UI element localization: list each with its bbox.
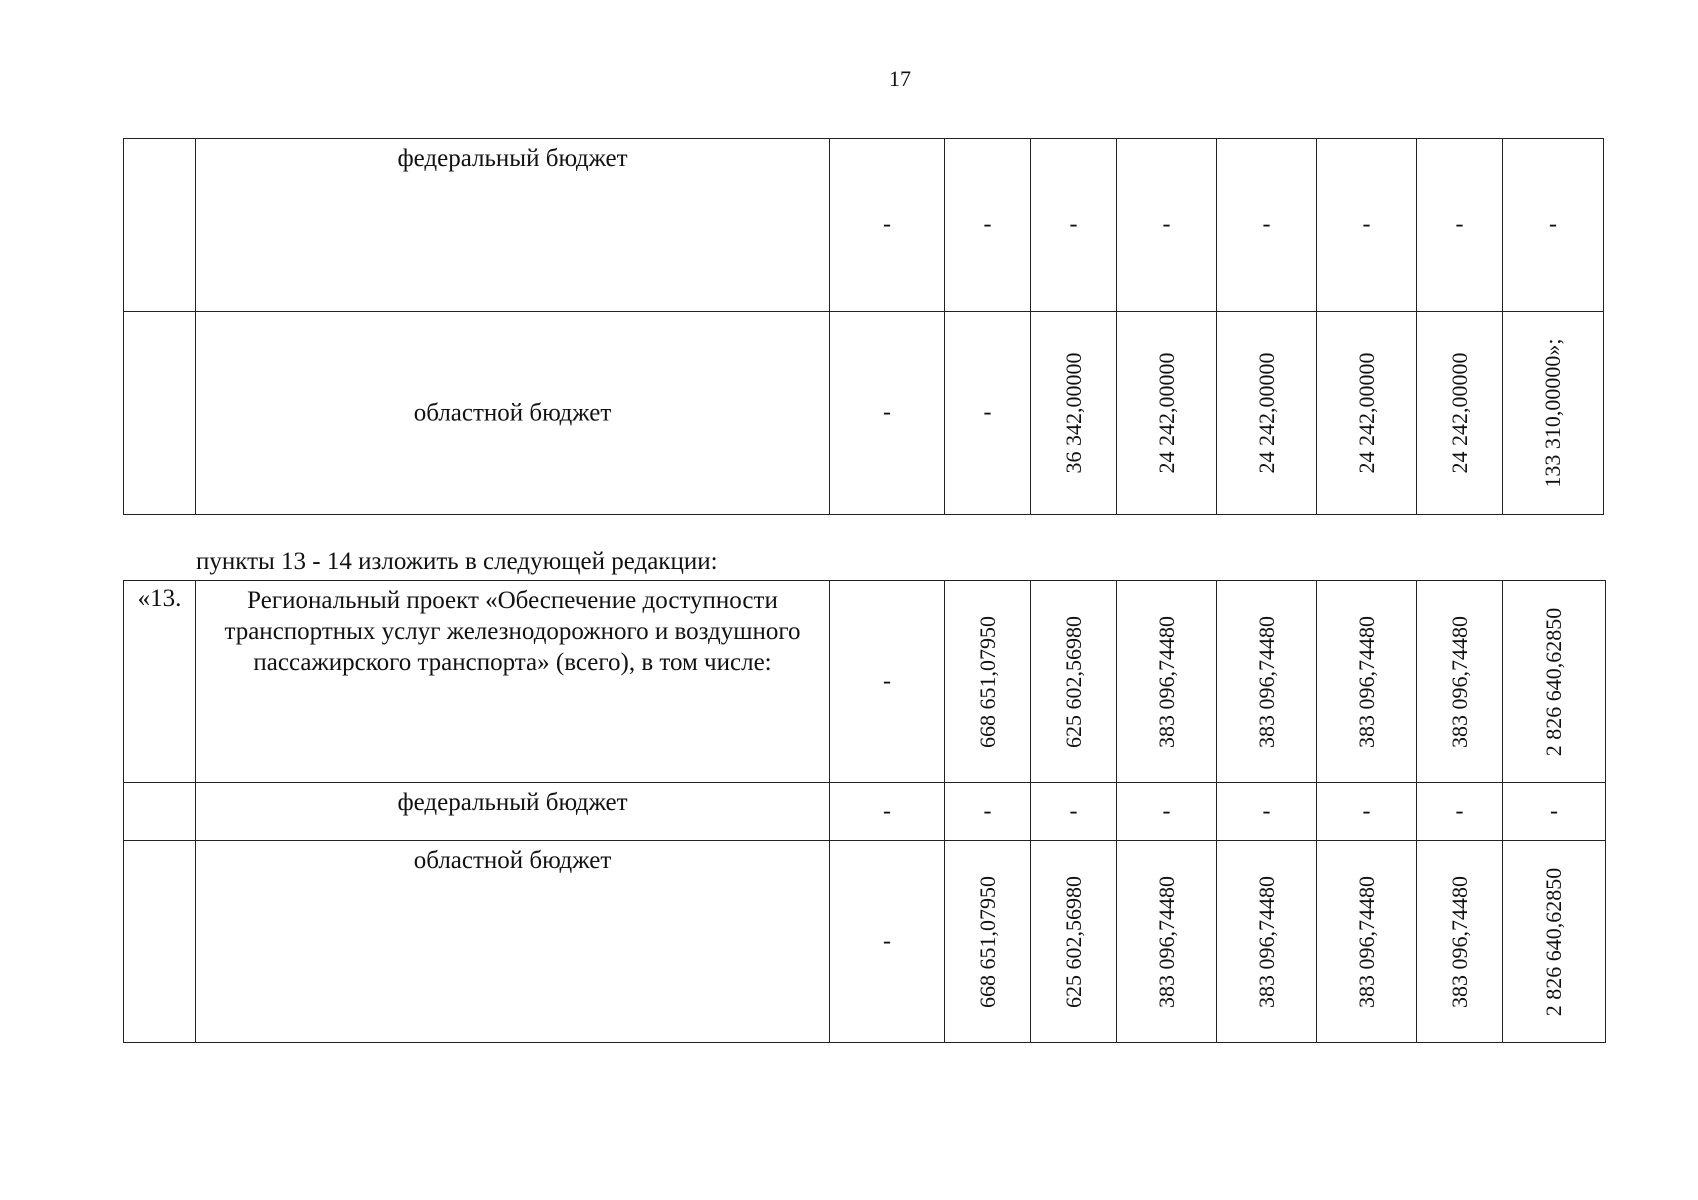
- row-label: федеральный бюджет: [397, 789, 628, 816]
- table-row: [124, 312, 1604, 515]
- value-cell: [830, 783, 945, 841]
- value: -: [1549, 211, 1557, 238]
- value: -: [883, 668, 891, 694]
- value-cell: [1217, 312, 1317, 515]
- value-cell: [1317, 581, 1417, 783]
- value: -: [1455, 798, 1464, 824]
- value-cell: [945, 139, 1031, 312]
- value: 36 342,00000: [1060, 352, 1086, 474]
- value-cell: [1317, 312, 1417, 515]
- value: -: [1162, 211, 1171, 238]
- value: 383 096,74480: [1446, 615, 1472, 748]
- value-cell: [1503, 312, 1604, 515]
- value: 383 096,74480: [1353, 615, 1379, 748]
- value: 24 242,00000: [1446, 352, 1472, 474]
- value: 625 602,56980: [1060, 615, 1086, 748]
- row-code-cell: [124, 783, 196, 841]
- table-row: [124, 581, 1606, 783]
- value: -: [983, 399, 992, 426]
- value-cell: [830, 139, 945, 312]
- row-code: [124, 783, 195, 787]
- value-cell: [830, 841, 945, 1043]
- value: 668 651,07950: [974, 875, 1000, 1008]
- budget-table-continuation: [123, 138, 1604, 515]
- row-label-cell: [196, 841, 830, 1043]
- value-cell: [945, 841, 1031, 1043]
- table-row: [124, 139, 1604, 312]
- row-label-cell: [196, 312, 830, 515]
- value: -: [1162, 798, 1171, 824]
- row-code: [124, 841, 195, 845]
- value-cell: [1117, 841, 1217, 1043]
- value-cell: [1031, 581, 1117, 783]
- table-row: [124, 783, 1606, 841]
- value-cell: [1317, 139, 1417, 312]
- table-row: [124, 841, 1606, 1043]
- value-cell: [1417, 841, 1503, 1043]
- value: 2 826 640,62850: [1541, 607, 1566, 756]
- value: 668 651,07950: [974, 615, 1000, 748]
- row-label-cell: [196, 139, 830, 312]
- amendment-intro-text: пункты 13 - 14 изложить в следующей редакции:: [196, 548, 718, 575]
- row-label: Региональный проект «Обеспечение доступности транспортных услуг железнодорожного и воздушного пассажирского транспорта» (всего), в том числе:: [224, 587, 801, 676]
- value: 383 096,74480: [1153, 615, 1179, 748]
- value-cell: [1317, 783, 1417, 841]
- value: -: [983, 798, 992, 824]
- value-cell: [1031, 841, 1117, 1043]
- budget-table-items-13-14: [123, 580, 1606, 1043]
- value-cell: [945, 581, 1031, 783]
- value: 24 242,00000: [1153, 352, 1179, 474]
- value-cell: [1317, 841, 1417, 1043]
- value-cell: [945, 312, 1031, 515]
- value: -: [883, 211, 891, 238]
- value-cell: [1503, 581, 1606, 783]
- value: -: [883, 399, 891, 426]
- value: 383 096,74480: [1153, 875, 1179, 1008]
- row-label: областной бюджет: [413, 399, 612, 427]
- row-label: областной бюджет: [413, 847, 612, 874]
- value: 383 096,74480: [1446, 875, 1472, 1008]
- value: -: [1362, 211, 1371, 238]
- value: 383 096,74480: [1353, 875, 1379, 1008]
- value-cell: [1217, 841, 1317, 1043]
- value: -: [983, 211, 992, 238]
- row-label-cell: [196, 581, 830, 783]
- row-code-cell: [124, 312, 196, 515]
- value-cell: [1031, 312, 1117, 515]
- row-code-cell: [124, 581, 196, 783]
- value: -: [883, 928, 891, 954]
- value-cell: [1417, 312, 1503, 515]
- value: 133 310,00000»;: [1540, 338, 1565, 488]
- value: 24 242,00000: [1253, 352, 1279, 474]
- value: -: [1069, 798, 1078, 824]
- value-cell: [1503, 841, 1606, 1043]
- value: -: [1069, 211, 1078, 238]
- value-cell: [1117, 139, 1217, 312]
- row-code-cell: [124, 139, 196, 312]
- value-cell: [1117, 312, 1217, 515]
- value-cell: [1031, 783, 1117, 841]
- value: -: [1362, 798, 1371, 824]
- value: 383 096,74480: [1253, 875, 1279, 1008]
- value: -: [1262, 211, 1271, 238]
- value: 625 602,56980: [1060, 875, 1086, 1008]
- value-cell: [1503, 783, 1606, 841]
- row-code: «13.: [137, 585, 182, 612]
- row-label: федеральный бюджет: [397, 145, 628, 172]
- value-cell: [830, 312, 945, 515]
- value-cell: [1117, 783, 1217, 841]
- row-code-cell: [124, 841, 196, 1043]
- value-cell: [830, 581, 945, 783]
- value: 2 826 640,62850: [1541, 867, 1566, 1016]
- value-cell: [1217, 581, 1317, 783]
- value-cell: [1217, 783, 1317, 841]
- value-cell: [1031, 139, 1117, 312]
- value: -: [1550, 798, 1558, 824]
- value-cell: [1417, 581, 1503, 783]
- value-cell: [1117, 581, 1217, 783]
- value: 24 242,00000: [1353, 352, 1379, 474]
- value-cell: [1217, 139, 1317, 312]
- value: -: [1262, 798, 1271, 824]
- row-label-cell: [196, 783, 830, 841]
- value: -: [883, 798, 891, 824]
- value-cell: [1503, 139, 1604, 312]
- page-number: 17: [889, 66, 911, 91]
- value: -: [1455, 211, 1464, 238]
- value-cell: [1417, 783, 1503, 841]
- value: 383 096,74480: [1253, 615, 1279, 748]
- value-cell: [945, 783, 1031, 841]
- value-cell: [1417, 139, 1503, 312]
